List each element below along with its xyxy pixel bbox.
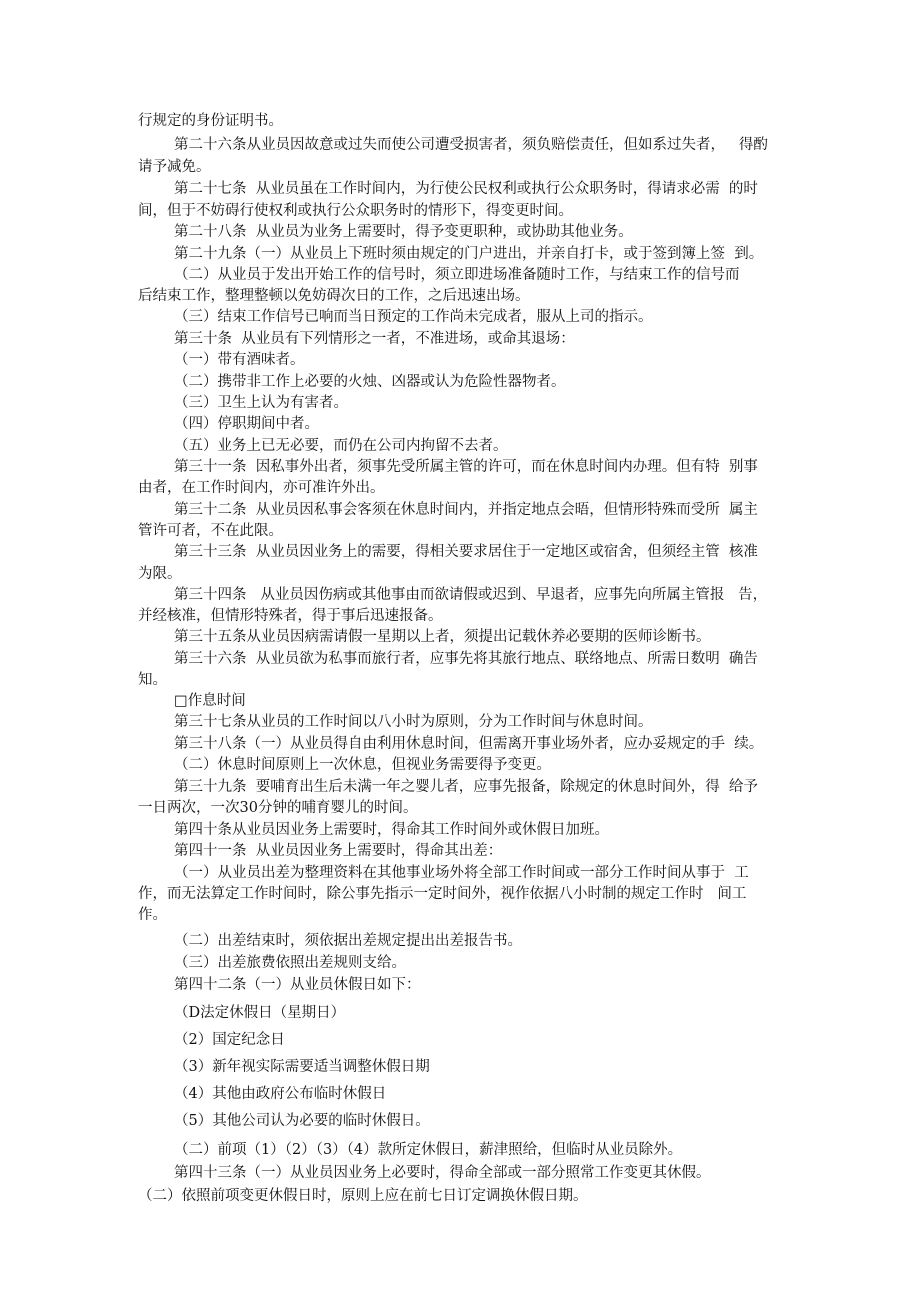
text-line: 间，但于不妨碍行使权利或执行公众职务时的情形下，得变更时间。: [138, 203, 573, 219]
text-line: 后结束工作，整理整顿以免妨碍次日的工作，之后迅速出场。: [138, 288, 530, 304]
text-line: 第三十九条 要哺育出生后未满一年之婴儿者，应事先报备，除规定的休息时间外，得 给予: [174, 779, 758, 795]
text-line: （一）从业员出差为整理资料在其他事业场外将全部工作时间或一部分工作时间从事于 工: [174, 865, 749, 881]
text-line: （四）停职期间中者。: [174, 416, 319, 432]
text-line: 第二十六条从业员因故意或过失而使公司遭受损害者，须负赔偿责任，但如系过失者， 得酌: [174, 137, 768, 153]
text-line: 并经核准，但情形特殊者，得于事后迅速报备。: [138, 608, 443, 624]
text-line: 第三十二条 从业员因私事会客须在休息时间内，并指定地点会晤，但情形特殊而受所 属主: [174, 502, 758, 518]
text-line: 第三十一条 因私事外出者，须事先受所属主管的许可，而在休息时间内办理。但有特 别事: [174, 459, 758, 475]
text-line: 第三十三条 从业员因业务上的需要，得相关要求居住于一定地区或宿舍，但须经主管 核准: [174, 544, 758, 560]
text-line: 管许可者，不在此限。: [138, 523, 283, 539]
text-line: （二）从业员于发出开始工作的信号时，须立即进场准备随时工作，与结束工作的信号而: [174, 267, 740, 283]
text-line: 请予减免。: [138, 159, 211, 175]
text-line: 第四十二条（一）从业员休假日如下：: [174, 977, 421, 993]
text-line: 第三十八条（一）从业员得自由利用休息时间，但需离开事业场外者，应办妥规定的手 续。: [174, 736, 764, 752]
text-line: 由者，在工作时间内，亦可准许外出。: [138, 480, 385, 496]
text-line: 为限。: [138, 566, 182, 582]
text-line: 行规定的身份证明书。: [138, 113, 283, 129]
text-line: （二）休息时间原则上一次休息，但视业务需要得予变更。: [174, 757, 551, 773]
text-line: （4）其他由政府公布临时休假日: [174, 1086, 387, 1102]
text-line: （一）带有酒味者。: [174, 352, 305, 368]
text-line: （二）出差结束时，须依据出差规定提出出差报告书。: [174, 933, 522, 949]
text-line: 第三十七条从业员的工作时间以八小时为原则，分为工作时间与休息时间。: [174, 714, 653, 730]
text-line: 第四十三条（一）从业员因业务上必要时，得命全部或一部分照常工作变更其休假。: [174, 1165, 711, 1181]
text-line: 一日两次，一次30分钟的哺育婴儿的时间。: [138, 800, 418, 816]
text-line: 第三十五条从业员因病需请假一星期以上者，须提出记载休养必要期的医师诊断书。: [174, 629, 711, 645]
text-line: 第三十六条 从业员欲为私事而旅行者，应事先将其旅行地点、联络地点、所需日数明 确告: [174, 651, 758, 667]
text-line: （2）国定纪念日: [174, 1032, 285, 1048]
text-line: （二）前项（1）（2）（3）（4）款所定休假日，薪津照给，但临时从业员除外。: [174, 1142, 683, 1158]
text-line: （二）依照前项变更休假日时，原则上应在前七日订定调换休假日期。: [138, 1188, 588, 1204]
text-line: （3）新年视实际需要适当调整休假日期: [174, 1059, 430, 1075]
text-line: 第四十条从业员因业务上需要时，得命其工作时间外或休假日加班。: [174, 822, 609, 838]
text-line: 知。: [138, 672, 167, 688]
text-line: 第三十四条 从业员因伤病或其他事由而欲请假或迟到、早退者，应事先向所属主管报 告，: [174, 587, 768, 603]
text-line: （二）携带非工作上必要的火烛、凶器或认为危险性器物者。: [174, 374, 566, 390]
text-line: 第四十一条 从业员因业务上需要时，得命其出差：: [174, 843, 503, 859]
text-line: 第三十条 从业员有下列情形之一者，不准进场，或命其退场：: [174, 331, 575, 347]
section-heading: □作息时间: [174, 693, 246, 709]
text-line: 第二十九条（一）从业员上下班时须由规定的门户进出，并亲自打卡，或于签到簿上签 到。: [174, 246, 764, 262]
text-line: （三）结束工作信号已响而当日预定的工作尚未完成者，服从上司的指示。: [174, 309, 653, 325]
text-line: （三）出差旅费依照出差规则支给。: [174, 955, 406, 971]
text-line: 第二十八条 从业员为业务上需要时，得予变更职种，或协助其他业务。: [174, 224, 633, 240]
text-line: （三）卫生上认为有害者。: [174, 395, 348, 411]
text-line: 作。: [138, 907, 167, 923]
text-line: （D法定休假日（星期日）: [174, 1005, 346, 1021]
text-line: （5）其他公司认为必要的临时休假日。: [174, 1113, 430, 1129]
text-line: 第二十七条 从业员虽在工作时间内，为行使公民权利或执行公众职务时，得请求必需 的时: [174, 181, 758, 197]
text-line: 作，而无法算定工作时间时，除公事先指示一定时间外，视作依据八小时制的规定工作时 间工: [138, 886, 747, 902]
text-line: （五）业务上已无必要，而仍在公司内拘留不去者。: [174, 438, 508, 454]
